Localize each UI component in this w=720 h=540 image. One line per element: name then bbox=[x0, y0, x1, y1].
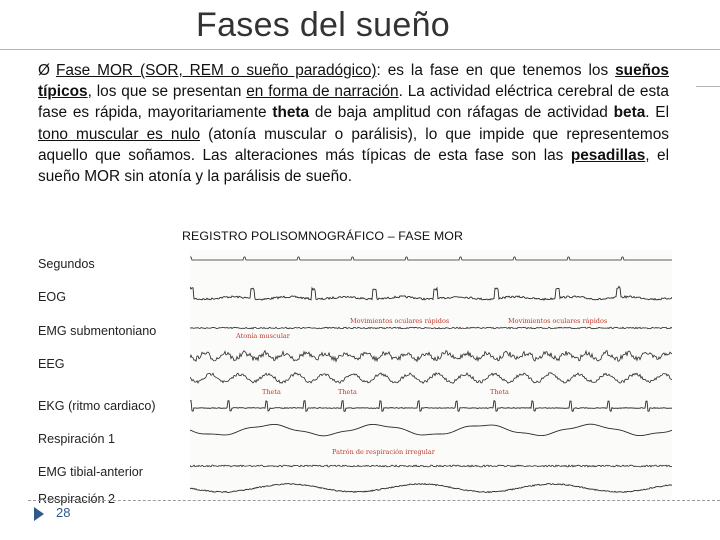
channel-label-resp-2: Respiración 2 bbox=[38, 492, 116, 506]
annotation-theta-3: Theta bbox=[490, 388, 509, 396]
trace-emg-submental bbox=[190, 327, 672, 329]
channel-label-emg-tibial: EMG tibial-anterior bbox=[38, 465, 143, 479]
channel-label-ekg: EKG (ritmo cardiaco) bbox=[38, 399, 156, 413]
emphasis-narration: en forma de narración bbox=[246, 83, 399, 101]
page-arrow-icon bbox=[34, 507, 44, 521]
annotation-irregular-breathing: Patrón de respiración irregular bbox=[332, 448, 435, 456]
annotation-eye-movements-right: Movimientos oculares rápidos bbox=[508, 317, 608, 325]
trace-ekg bbox=[190, 401, 672, 412]
text-segment: (atonía muscular o parálisis), lo que impide que representemos aquello que soñamos. Las alteraciones más típicas de esta fase son las bbox=[38, 125, 669, 164]
channel-label-eeg: EEG bbox=[38, 357, 65, 371]
text-segment: : es la fase en que tenemos los bbox=[376, 62, 616, 79]
text-segment: , los que se presentan bbox=[87, 83, 247, 101]
annotation-atonia: Atonía muscular bbox=[236, 332, 290, 340]
text-segment: . El bbox=[645, 104, 669, 122]
annotation-theta-1: Theta bbox=[262, 388, 281, 396]
trace-resp-1 bbox=[190, 424, 672, 436]
emphasis-muscle-tone: tono muscular es nulo bbox=[38, 125, 201, 143]
channel-label-emg-submental: EMG submentoniano bbox=[38, 324, 157, 338]
channel-label-resp-1: Respiración 1 bbox=[38, 432, 116, 446]
emphasis-theta: theta bbox=[272, 104, 310, 122]
body-paragraph bbox=[38, 60, 669, 187]
footer-divider bbox=[28, 500, 720, 501]
side-divider bbox=[696, 86, 720, 87]
phase-heading: Fase MOR (SOR, REM o sueño paradógico) bbox=[55, 62, 377, 79]
text-segment: de baja amplitud con ráfagas de actividad bbox=[309, 104, 614, 122]
text-segment: . La actividad eléctrica cerebral de esta fase es rápida, mayoritariamente bbox=[38, 83, 669, 122]
arrow-bullet-icon: Ø bbox=[38, 62, 50, 79]
page-number: 28 bbox=[56, 505, 71, 520]
emphasis-typical-dreams: sueños típicos bbox=[38, 62, 669, 101]
trace-resp-2 bbox=[190, 483, 672, 492]
text-segment: , el sueño MOR sin atonía y la parálisis de sueño. bbox=[38, 146, 670, 186]
emphasis-nightmares: pesadillas bbox=[570, 146, 646, 164]
trace-emg-tibial bbox=[190, 465, 672, 467]
trace-seconds bbox=[190, 257, 672, 260]
channel-label-eog: EOG bbox=[38, 290, 66, 304]
emphasis-beta: beta bbox=[613, 104, 646, 122]
annotation-eye-movements-left: Movimientos oculares rápidos bbox=[350, 317, 450, 325]
title-divider bbox=[0, 49, 720, 50]
trace-eog bbox=[190, 286, 672, 300]
recording-title: REGISTRO POLISOMNOGRÁFICO – FASE MOR bbox=[182, 229, 464, 243]
trace-eeg bbox=[190, 351, 672, 362]
channel-label-seconds: Segundos bbox=[38, 257, 95, 271]
trace-theta bbox=[190, 373, 672, 384]
slide-title: Fases del sueño bbox=[196, 6, 450, 44]
trace-canvas bbox=[190, 250, 672, 500]
polysomnography-trace-image bbox=[190, 250, 672, 500]
annotation-theta-2: Theta bbox=[338, 388, 357, 396]
